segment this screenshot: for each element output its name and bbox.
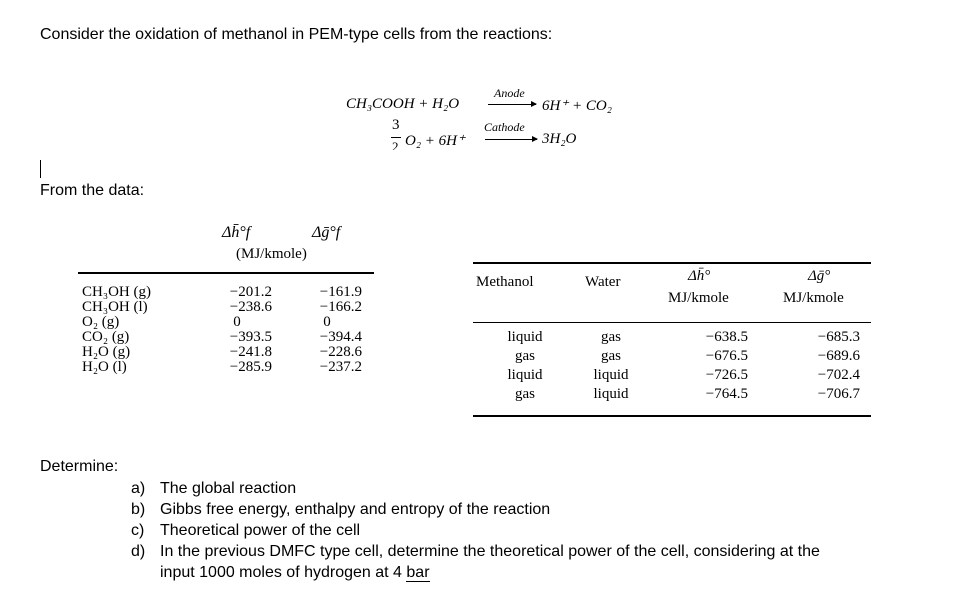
table-row-species: CH₃OH (g) <box>82 284 151 300</box>
table2-cell-delta-g: −689.6 <box>817 348 860 364</box>
table-cell-delta-h: −241.8 <box>229 344 272 360</box>
cathode-products: 3H₂O <box>542 131 577 147</box>
table-cell-delta-g: −161.9 <box>319 284 362 300</box>
table-row-species: CO₂ (g) <box>82 329 130 345</box>
table-row-species: H₂O (g) <box>82 344 131 360</box>
table-cell-delta-h: 0 <box>233 314 241 330</box>
header-delta-h: Δh̄°f <box>222 224 251 241</box>
table2-cell-delta-g: −706.7 <box>817 386 860 402</box>
question-a-letter: a) <box>131 480 146 497</box>
intro-text: Consider the oxidation of methanol in PEM-type cells from the reactions: <box>40 26 553 43</box>
fraction-bar <box>391 137 401 138</box>
question-b-letter: b) <box>131 501 146 518</box>
question-b-text: Gibbs free energy, enthalpy and entropy of the reaction <box>160 501 551 518</box>
table-cell-delta-g: 0 <box>323 314 331 330</box>
table-cell-delta-h: −238.6 <box>229 299 272 315</box>
cathode-label: Cathode <box>484 120 525 134</box>
table2-cell-methanol: gas <box>515 386 535 402</box>
table2-cell-methanol: liquid <box>507 367 543 383</box>
question-d-text-line2-main: input 1000 moles of hydrogen at 4 <box>160 564 407 581</box>
question-d-text-line2 <box>160 564 430 582</box>
question-d-text: In the previous DMFC type cell, determine the theoretical power of the cell, considering at the <box>160 543 820 560</box>
col-delta-g: Δḡ° <box>808 268 831 284</box>
anode-arrow <box>488 104 536 105</box>
table-cell-delta-g: −166.2 <box>319 299 362 315</box>
col-delta-g-unit: MJ/kmole <box>783 290 844 306</box>
table-cell-delta-g: −228.6 <box>319 344 362 360</box>
question-d-letter: d) <box>131 543 146 560</box>
table-cell-delta-h: −285.9 <box>229 359 272 375</box>
col-water: Water <box>585 274 621 290</box>
table2-cell-delta-g: −685.3 <box>817 329 860 345</box>
text-cursor <box>40 160 41 178</box>
table2-cell-water: gas <box>601 329 621 345</box>
anode-label: Anode <box>494 86 525 100</box>
anode-reactants: CH₃COOH + H₂O <box>346 96 460 112</box>
question-c-letter: c) <box>131 522 145 539</box>
cathode-arrow <box>485 139 537 140</box>
anode-products: 6H⁺ + CO₂ <box>542 98 612 114</box>
cathode-coefficient-numerator: 3 <box>392 117 400 133</box>
table-row-species: H₂O (l) <box>82 359 127 375</box>
table-row-species: CH₃OH (l) <box>82 299 148 315</box>
table2-cell-delta-h: −676.5 <box>705 348 748 364</box>
question-c-text: Theoretical power of the cell <box>160 522 361 539</box>
table2-cell-water: gas <box>601 348 621 364</box>
table2-cell-methanol: liquid <box>507 329 543 345</box>
table-cell-delta-h: −201.2 <box>229 284 272 300</box>
table2-cell-water: liquid <box>593 386 629 402</box>
table-cell-delta-h: −393.5 <box>229 329 272 345</box>
table2-rule-bottom <box>473 415 871 417</box>
table2-rule-top <box>473 262 871 264</box>
table2-cell-water: liquid <box>593 367 629 383</box>
table2-cell-delta-h: −638.5 <box>705 329 748 345</box>
col-delta-h: Δh̄° <box>688 268 711 284</box>
cathode-coefficient-denominator: 2 <box>392 139 399 150</box>
table2-cell-methanol: gas <box>515 348 535 364</box>
table2-cell-delta-h: −726.5 <box>705 367 748 383</box>
from-data-label: From the data: <box>40 182 145 199</box>
col-methanol: Methanol <box>476 274 534 290</box>
table2-cell-delta-h: −764.5 <box>705 386 748 402</box>
col-delta-h-unit: MJ/kmole <box>668 290 729 306</box>
table-cell-delta-g: −394.4 <box>319 329 362 345</box>
question-a-text: The global reaction <box>160 480 297 497</box>
table2-cell-delta-g: −702.4 <box>817 367 860 383</box>
table-row-species: O₂ (g) <box>82 314 120 330</box>
cathode-reactants: O₂ + 6H⁺ <box>405 133 465 149</box>
table2-rule-mid <box>473 322 871 323</box>
units-label: (MJ/kmole) <box>236 246 307 262</box>
determine-label: Determine: <box>40 458 119 475</box>
table-cell-delta-g: −237.2 <box>319 359 362 375</box>
bar-unit: bar <box>406 564 430 581</box>
table-rule-top <box>78 272 374 274</box>
header-delta-g: Δḡ°f <box>312 224 341 241</box>
